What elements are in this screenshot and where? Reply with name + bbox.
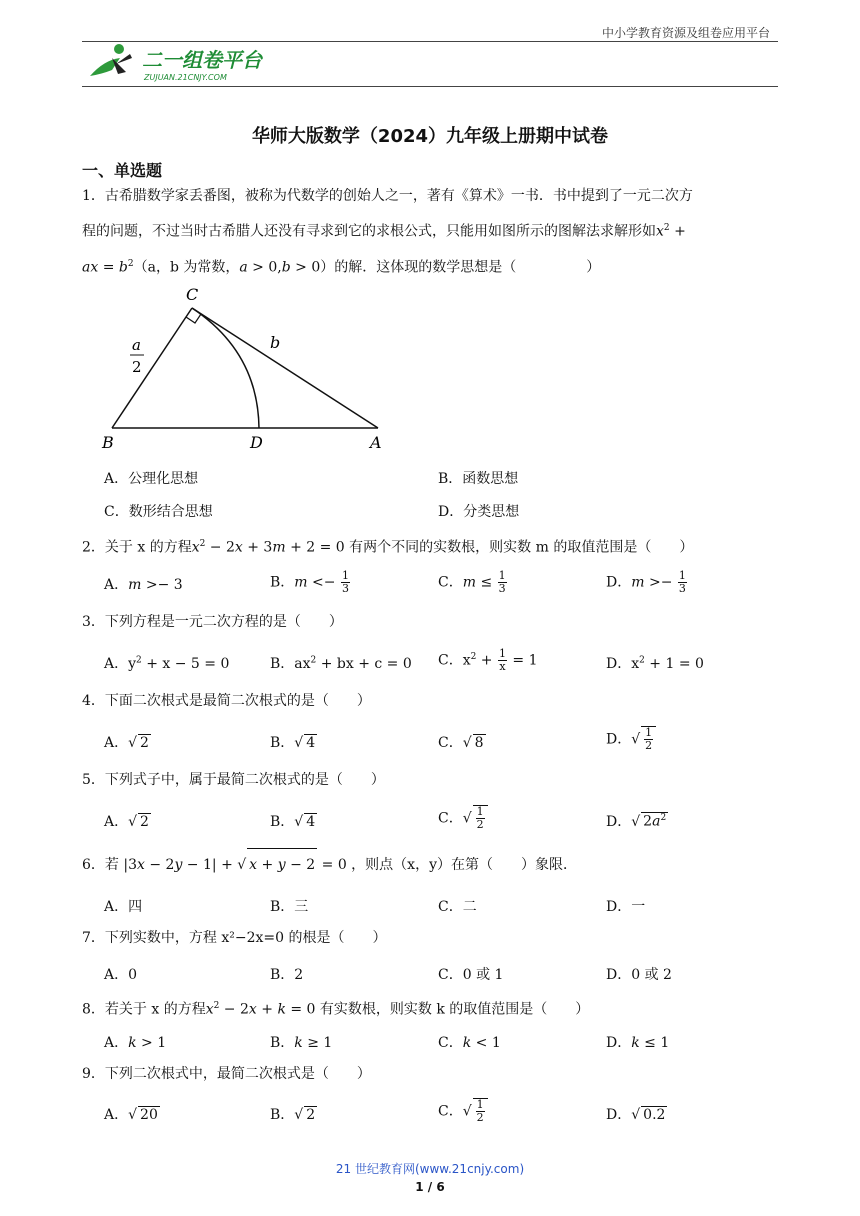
q1-option-a[interactable]: A．公理化思想	[104, 471, 199, 487]
q7-option-c[interactable]: C．0 或 1	[438, 967, 504, 983]
svg-text:二一组卷平台: 二一组卷平台	[142, 48, 262, 72]
q8-option-a[interactable]: A．k > 1	[104, 1035, 167, 1051]
question-7: 7．下列实数中，方程 x²−2x=0 的根是（ ）	[82, 930, 387, 946]
q4-option-d[interactable]: D．√ $\frac{1}{2}$	[606, 726, 656, 752]
q2-option-b[interactable]: B．m <− $\frac{1}{3}$	[270, 569, 349, 595]
q3-option-d[interactable]: D．$x^2 + 1 = 0$	[606, 655, 704, 672]
q3-option-b[interactable]: B．$ax^2$ + bx + c = 0	[270, 655, 412, 672]
page-number: 1 / 6	[415, 1180, 445, 1194]
q5-option-d[interactable]: D．√ $2a^2$	[606, 813, 667, 830]
q8-option-c[interactable]: C．k < 1	[438, 1035, 501, 1051]
label-a-numerator: a	[132, 336, 141, 354]
q9-option-b[interactable]: B．√ 2	[270, 1107, 316, 1123]
label-b-point: B	[102, 433, 114, 452]
q2-option-c[interactable]: C．m ≤ $\frac{1}{3}$	[438, 569, 506, 595]
q5-option-b[interactable]: B．√ 4	[270, 814, 316, 830]
q9-option-a[interactable]: A．√ 20	[104, 1107, 158, 1123]
platform-name: 中小学教育资源及组卷应用平台	[601, 26, 770, 40]
q6-option-a[interactable]: A．四	[104, 899, 143, 915]
q9-option-c[interactable]: C．√ $\frac{1}{2}$	[438, 1098, 488, 1124]
q2-option-d[interactable]: D．m >− $\frac{1}{3}$	[606, 569, 686, 595]
label-2-denominator: 2	[132, 358, 142, 376]
q4-option-c[interactable]: C．√ 8	[438, 735, 484, 751]
q4-option-b[interactable]: B．√ 4	[270, 735, 316, 751]
label-d: D	[250, 433, 263, 452]
q4-option-a[interactable]: A．√ 2	[104, 735, 149, 751]
footer-link[interactable]: 21 世纪教育网(www.21cnjy.com)	[335, 1162, 525, 1176]
q6-option-d[interactable]: D．一	[606, 899, 646, 915]
question-1-line-2: 程的问题，不过当时古希腊人还没有寻求到它的求根公式，只能用如图所示的图解法求解形如$x^2$ +	[82, 223, 686, 240]
q3-option-a[interactable]: A．$y^2 + x - 5 = 0$	[104, 655, 230, 672]
q3-option-c[interactable]: C．$x^2$ + $\frac{1}{x}$ = 1	[438, 647, 538, 673]
triangle-figure	[98, 282, 398, 452]
q2-option-a[interactable]: A．m >− 3	[104, 577, 183, 593]
q8-option-d[interactable]: D．k ≤ 1	[606, 1035, 670, 1051]
question-2: 2．关于 x 的方程$x^2 - 2x + 3m + 2 = 0$ 有两个不同的实数根，则实数 m 的取值范围是（ ）	[82, 539, 694, 556]
q5-option-c[interactable]: C．√ $\frac{1}{2}$	[438, 805, 488, 831]
question-8: 8．若关于 x 的方程$x^2 - 2x + k = 0$ 有实数根，则实数 k 的取值范围是（ ）	[82, 1001, 590, 1018]
question-1	[82, 180, 782, 283]
q1-option-c[interactable]: C．数形结合思想	[104, 504, 213, 520]
q1-option-d[interactable]: D．分类思想	[438, 504, 520, 520]
q9-option-d[interactable]: D．√ 0.2	[606, 1107, 666, 1123]
q6-option-c[interactable]: C．二	[438, 899, 477, 915]
q5-option-a[interactable]: A．√ 2	[104, 814, 149, 830]
q7-option-b[interactable]: B．2	[270, 967, 304, 983]
label-a-point: A	[370, 433, 382, 452]
q6-option-b[interactable]: B．三	[270, 899, 309, 915]
header-rule-bottom	[82, 86, 778, 87]
question-9: 9．下列二次根式中，最简二次根式是（ ）	[82, 1066, 371, 1082]
q7-option-a[interactable]: A．0	[104, 967, 138, 983]
question-1-line-1: 1．古希腊数学家丢番图，被称为代数学的创始人之一，著有《算术》一书．书中提到了一元二次方	[82, 188, 693, 204]
logo	[82, 42, 282, 86]
q8-option-b[interactable]: B．k ≥ 1	[270, 1035, 333, 1051]
question-6: 6．若 |3x − 2y − 1| + √ x + y − 2 = 0 ，则点（x，y）在第（ ）象限．	[82, 848, 782, 881]
question-4: 4．下面二次根式是最简二次根式的是（ ）	[82, 693, 371, 709]
q1-option-b[interactable]: B．函数思想	[438, 471, 519, 487]
section-heading: 一、单选题	[82, 161, 163, 180]
label-c: C	[186, 285, 199, 304]
svg-text:ZUJUAN.21CNJY.COM: ZUJUAN.21CNJY.COM	[144, 73, 227, 82]
question-5: 5．下列式子中，属于最简二次根式的是（ ）	[82, 772, 385, 788]
question-3: 3．下列方程是一元二次方程的是（ ）	[82, 614, 343, 630]
question-1-line-3: ax = $b^2(a$，b 为常数，a > 0,b > 0）的解．这体现的数学思想是（ ）	[82, 258, 601, 276]
label-b-side: b	[270, 333, 281, 352]
q7-option-d[interactable]: D．0 或 2	[606, 967, 672, 983]
page-title: 华师大版数学（2024）九年级上册期中试卷	[251, 126, 609, 147]
